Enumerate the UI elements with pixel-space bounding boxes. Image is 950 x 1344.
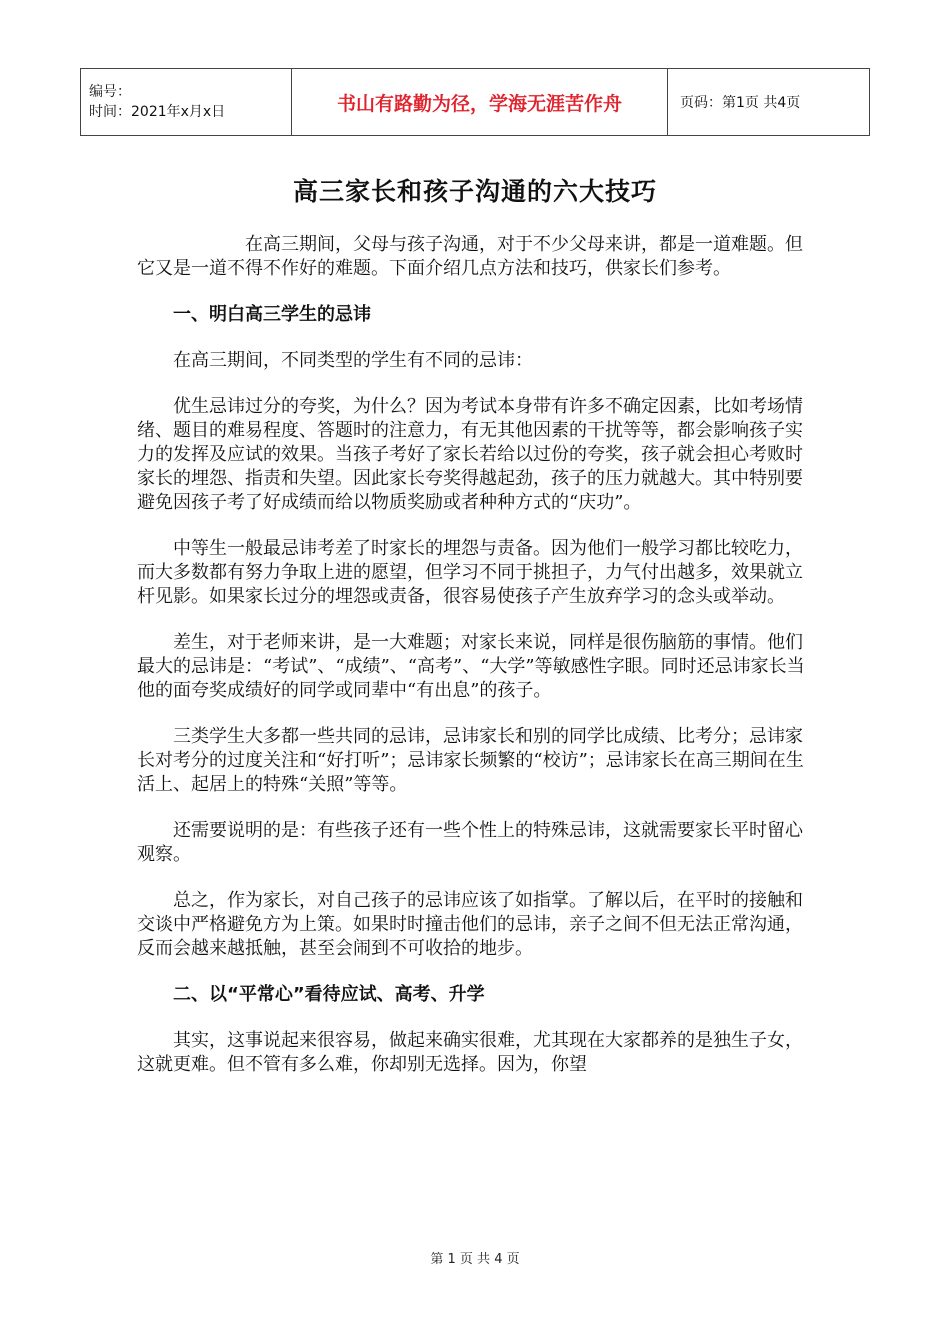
document-header [80,68,870,136]
body-paragraph: 总之，作为家长，对自己孩子的忌讳应该了如指掌。了解以后，在平时的接触和交谈中严格避免方为上策。如果时时撞击他们的忌讳，亲子之间不但无法正常沟通，反而会越来越抵触，甚至会闹到不可收拾的地步。 [137,890,803,959]
body-paragraph: 在高三期间，不同类型的学生有不同的忌讳： [173,350,533,371]
section-heading-2: 二、以“平常心”看待应试、高考、升学 [173,984,485,1005]
time-label: 时间：2021年x月x日 [89,104,226,120]
page-info-cell [668,69,870,136]
header-meta-cell [81,69,292,136]
document-title: 高三家长和孩子沟通的六大技巧 [292,177,657,206]
motto-cell [292,69,668,136]
body-paragraph: 中等生一般最忌讳考差了时家长的埋怨与责备。因为他们一般学习都比较吃力，而大多数都有努力争取上进的愿望，但学习不同于挑担子，力气付出越多，效果就立杆见影。如果家长过分的埋怨或责备，很容易使孩子产生放弃学习的念头或举动。 [137,538,803,607]
page-footer: 第 1 页 共 4 页 [430,1252,520,1267]
intro-paragraph: 在高三期间，父母与孩子沟通，对于不少父母来讲，都是一道难题。但它又是一道不得不作好的难题。下面介绍几点方法和技巧，供家长们参考。 [137,234,803,279]
body-paragraph: 其实，这事说起来很容易，做起来确实很难，尤其现在大家都养的是独生子女，这就更难。但不管有多么难，你却别无选择。因为，你望 [137,1030,803,1075]
body-paragraph: 还需要说明的是：有些孩子还有一些个性上的特殊忌讳，这就需要家长平时留心观察。 [137,820,803,865]
body-paragraph: 三类学生大多都一些共同的忌讳，忌讳家长和别的同学比成绩、比考分；忌讳家长对考分的过度关注和“好打听”；忌讳家长频繁的“校访”；忌讳家长在高三期间在生活上、起居上的特殊“关照”等等。 [137,726,804,795]
section-heading-1: 一、明白高三学生的忌讳 [173,304,371,325]
motto-text: 书山有路勤为径，学海无涯苦作舟 [336,92,622,115]
body-paragraph: 优生忌讳过分的夸奖，为什么？因为考试本身带有许多不确定因素，比如考场情绪、题目的难易程度、答题时的注意力，有无其他因素的干扰等等，都会影响孩子实力的发挥及应试的效果。当孩子考好了家长若给以过份的夸奖，孩子就会担心考败时家长的埋怨、指责和失望。因此家长夸奖得越起劲，孩子的压力就越大。其中特别要避免因孩子考了好成绩而给以物质奖励或者种种方式的“庆功”。 [137,396,803,513]
body-paragraph: 差生，对于老师来讲，是一大难题；对家长来说，同样是很伤脑筋的事情。他们最大的忌讳是：“考试”、“成绩”、“高考”、“大学”等敏感性字眼。同时还忌讳家长当他的面夸奖成绩好的同学或同辈中“有出息”的孩子。 [137,632,805,701]
document-body [137,233,805,1077]
page-info-text: 页码：第1页 共4页 [680,95,801,111]
number-label: 编号： [89,84,131,100]
